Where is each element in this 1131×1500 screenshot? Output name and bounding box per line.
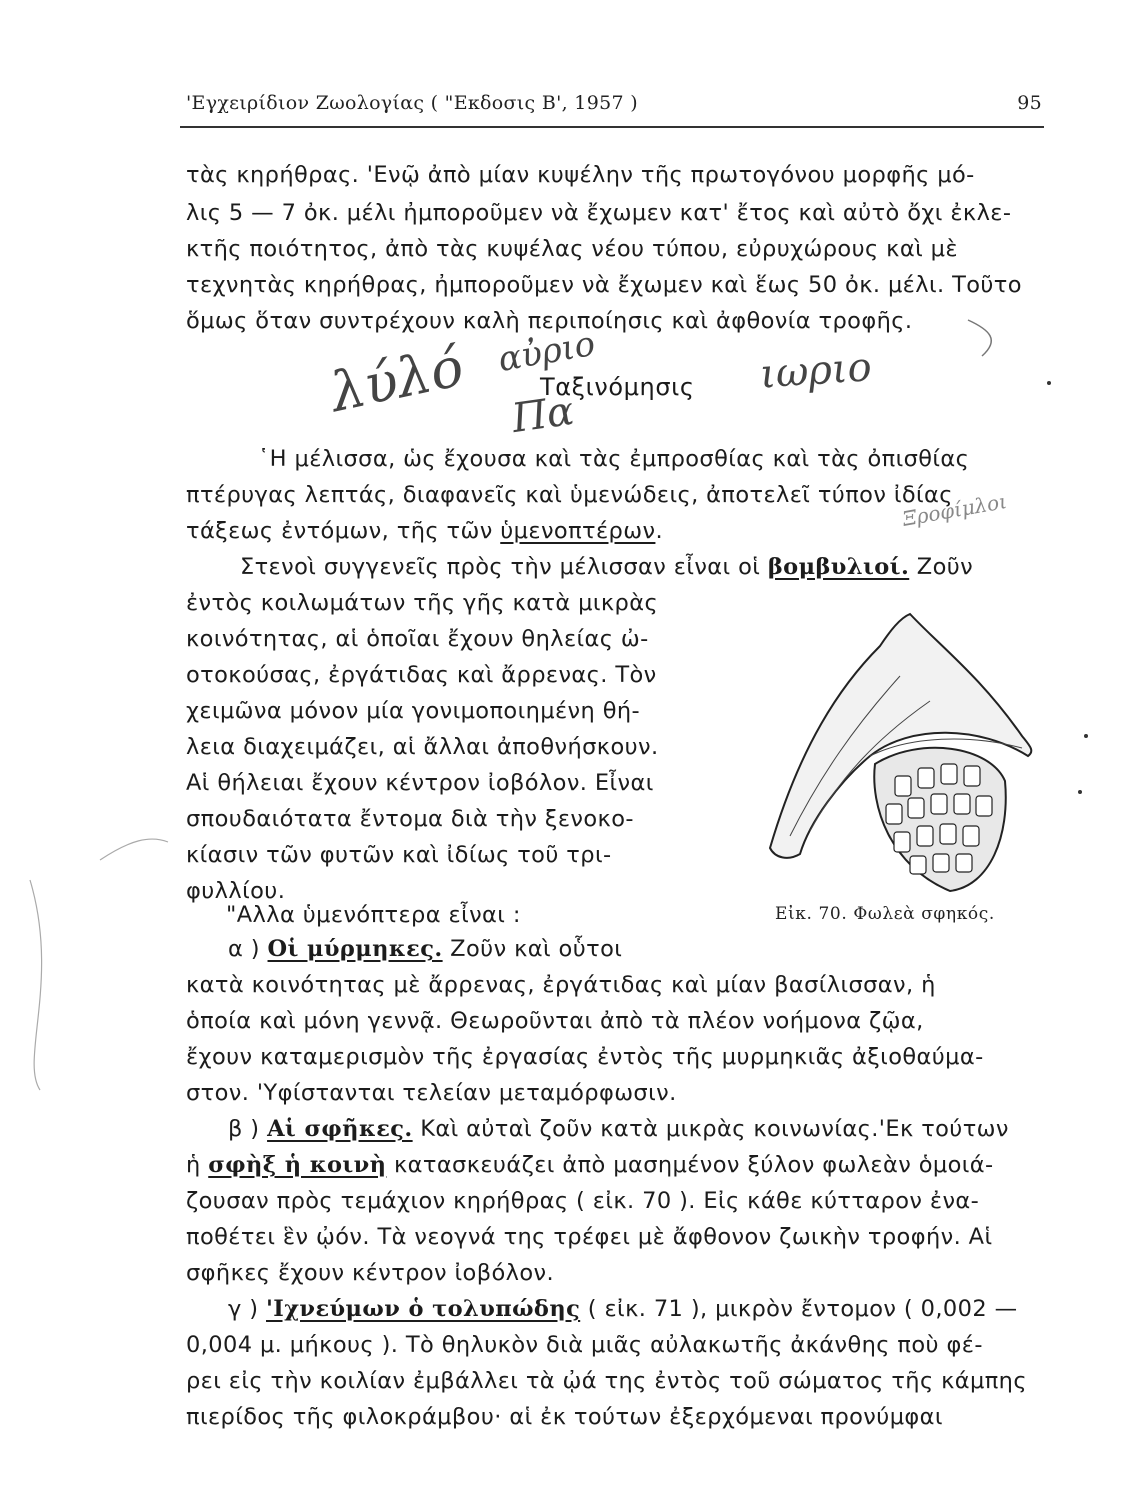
text-line: ἐντὸς κοιλωμάτων τῆς γῆς κατὰ μικρὰς bbox=[186, 590, 659, 616]
text-line: ῾Η μέλισσα, ὡς ἔχουσα καὶ τὰς ἐμπροσθίας καὶ τὰς ὀπισθίας bbox=[258, 446, 970, 472]
text-line: λεια διαχειμάζει, αἱ ἄλλαι ἀποθνήσκουν. bbox=[186, 734, 659, 760]
handwritten-note: Πα bbox=[509, 387, 577, 443]
text-line: κτῆς ποιότητος, ἀπὸ τὰς κυψέλας νέου τύπου, εὐρυχώρους καὶ μὲ bbox=[186, 236, 958, 262]
page-number: 95 bbox=[1017, 92, 1042, 114]
figure-caption: Εἰκ. 70. Φωλεὰ σφηκός. bbox=[775, 904, 995, 924]
section-heading: Ταξινόμησις bbox=[540, 373, 695, 401]
text-line: ποθέτει ἓν ᾠόν. Τὰ νεογνά της τρέφει μὲ ἄφθονον ζωικὴν τροφήν. Αἱ bbox=[186, 1224, 993, 1250]
text-line: ζουσαν πρὸς τεμάχιον κηρήθρας ( εἰκ. 70 ). Εἰς κάθε κύτταρον ἐνα- bbox=[186, 1188, 980, 1214]
text-span: . bbox=[655, 518, 663, 544]
text-line bbox=[228, 1296, 1018, 1322]
text-line bbox=[228, 936, 622, 962]
text-line: οτοκούσας, ἐργάτιδας καὶ ἄρρενας. Τὸν bbox=[186, 662, 657, 688]
list-label: γ ) bbox=[228, 1296, 259, 1322]
text-line: "Αλλα ὑμενόπτερα εἶναι : bbox=[226, 902, 521, 928]
text-span: Στενοὶ συγγενεῖς πρὸς τὴν μέλισσαν εἶναι οἱ bbox=[240, 554, 761, 580]
text-line: πιερίδος τῆς φιλοκράμβου· αἱ ἐκ τούτων ἐξερχόμεναι προνύμφαι bbox=[186, 1404, 943, 1430]
text-line bbox=[186, 518, 663, 544]
bold-term: Οἱ μύρμηκες. bbox=[267, 936, 443, 962]
text-line bbox=[186, 1152, 994, 1178]
underlined-term: ὑμενοπτέρων bbox=[500, 518, 656, 544]
text-span: Καὶ αὐταὶ ζοῦν κατὰ μικρὰς κοινωνίας.'Εκ τούτων bbox=[420, 1116, 1009, 1142]
handwritten-note: λύλό bbox=[324, 334, 469, 425]
text-line: χειμῶνα μόνον μία γονιμοποιημένη θή- bbox=[186, 698, 641, 724]
running-head bbox=[186, 92, 1042, 114]
text-line: ὁποία καὶ μόνη γεννᾷ. Θεωροῦνται ἀπὸ τὰ πλέον νοήμονα ζῷα, bbox=[186, 1008, 924, 1034]
handwritten-note: Ξροφίμλοι bbox=[900, 489, 1009, 531]
text-line: κίασιν τῶν φυτῶν καὶ ἰδίως τοῦ τρι- bbox=[186, 842, 612, 868]
text-line bbox=[228, 1116, 1009, 1142]
bold-term: Αἱ σφῆκες. bbox=[267, 1116, 413, 1142]
text-span: κατασκευάζει ἀπὸ μασημένον ξύλον φωλεὰν ὁμοιά- bbox=[393, 1152, 994, 1178]
text-line: σπουδαιότατα ἔντομα διὰ τὴν ξενοκο- bbox=[186, 806, 634, 832]
text-span: Ζοῦν bbox=[916, 554, 974, 580]
bold-term: σφὴξ ἡ κοινὴ bbox=[208, 1152, 387, 1178]
text-line: ἔχουν καταμερισμὸν τῆς ἐργασίας ἐντὸς τῆς μυρμηκιᾶς ἀξιοθαύμα- bbox=[186, 1044, 984, 1070]
text-line: κοινότητας, αἱ ὁποῖαι ἔχουν θηλείας ὠ- bbox=[186, 626, 649, 652]
list-label: β ) bbox=[228, 1116, 260, 1142]
text-line: 0,004 μ. μήκους ). Τὸ θηλυκὸν διὰ μιᾶς αὐλακωτῆς ἀκάνθης ποὺ φέ- bbox=[186, 1332, 983, 1358]
text-span: ( εἰκ. 71 ), μικρὸν ἔντομον ( 0,002 — bbox=[587, 1296, 1018, 1322]
text-span: Ζοῦν καὶ οὗτοι bbox=[450, 936, 623, 962]
handwritten-note: ιωριο bbox=[758, 344, 874, 398]
text-line: Αἱ θήλειαι ἔχουν κέντρον ἰοβόλον. Εἶναι bbox=[186, 770, 654, 796]
text-line: στον. 'Υφίστανται τελείαν μεταμόρφωσιν. bbox=[186, 1080, 677, 1106]
list-label: α ) bbox=[228, 936, 260, 962]
book-title: 'Εγχειρίδιον Ζωολογίας ( "Εκδοσις Β', 1957 ) bbox=[186, 92, 638, 114]
text-line: λις 5 — 7 ὀκ. μέλι ἠμποροῦμεν νὰ ἔχωμεν κατ' ἔτος καὶ αὐτὸ ὄχι ἐκλε- bbox=[186, 200, 1012, 226]
text-span: ἡ bbox=[186, 1152, 201, 1178]
bold-term: βομβυλιοί. bbox=[767, 554, 910, 580]
handwritten-note: αὐριο bbox=[495, 323, 599, 381]
text-line: πτέρυγας λεπτάς, διαφανεῖς καὶ ὑμενώδεις, ἀποτελεῖ τύπον ἰδίας bbox=[186, 482, 953, 508]
text-span: τάξεως ἐντόμων, τῆς τῶν bbox=[186, 518, 493, 544]
text-line: ρει εἰς τὴν κοιλίαν ἐμβάλλει τὰ ᾠά της ἐντὸς τοῦ σώματος τῆς κάμπης bbox=[186, 1368, 1027, 1394]
text-line: τὰς κηρήθρας. 'Ενῷ ἀπὸ μίαν κυψέλην τῆς πρωτογόνου μορφῆς μό- bbox=[186, 162, 975, 188]
text-line bbox=[240, 554, 973, 580]
text-line: φυλλίου. bbox=[186, 878, 286, 904]
header-rule bbox=[180, 126, 1044, 128]
bold-term: 'Ιχνεύμων ὁ τολυπώδης bbox=[266, 1296, 581, 1322]
text-line: τεχνητὰς κηρήθρας, ἠμποροῦμεν νὰ ἔχωμεν καὶ ἕως 50 ὀκ. μέλι. Τοῦτο bbox=[186, 272, 1022, 298]
text-line: κατὰ κοινότητας μὲ ἄρρενας, ἐργάτιδας καὶ μίαν βασίλισσαν, ἡ bbox=[186, 972, 936, 998]
wasp-nest-illustration bbox=[760, 606, 1060, 896]
text-line: ὅμως ὅταν συντρέχουν καλὴ περιποίησις καὶ ἀφθονία τροφῆς. bbox=[186, 308, 913, 334]
text-line: σφῆκες ἔχουν κέντρον ἰοβόλον. bbox=[186, 1260, 555, 1286]
